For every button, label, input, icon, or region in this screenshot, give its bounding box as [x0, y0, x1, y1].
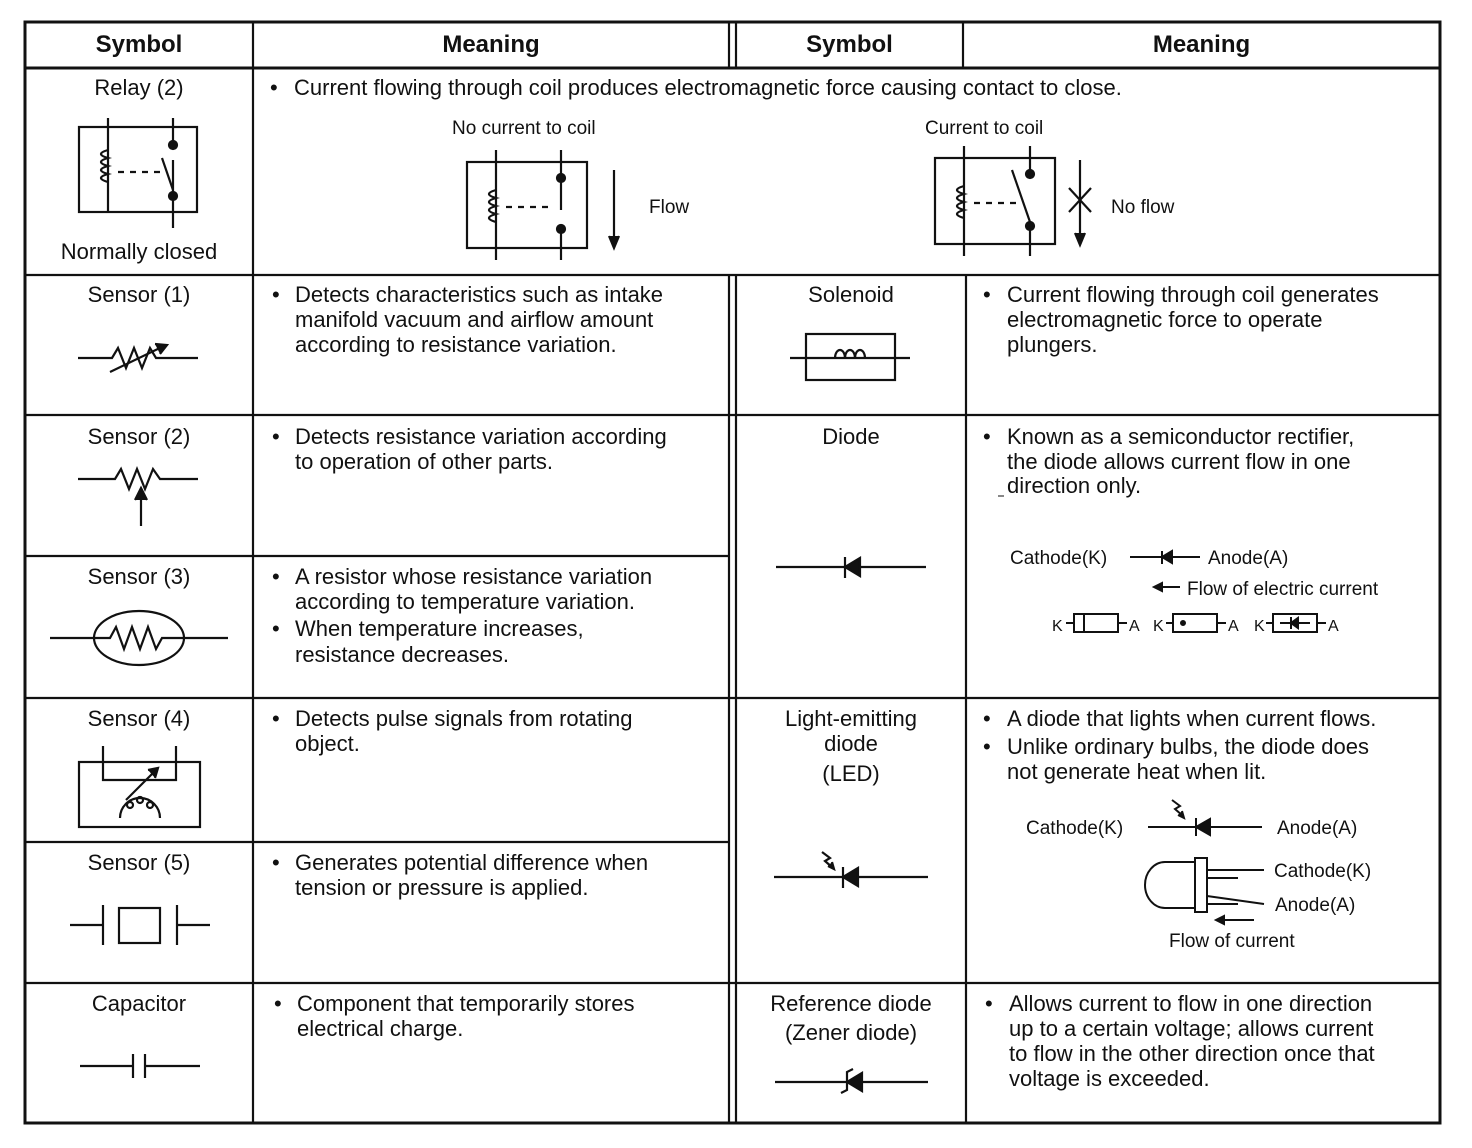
- relay-current-icon: [935, 146, 1091, 256]
- solenoid-name: Solenoid: [808, 282, 894, 307]
- sensor4-bullet: •: [272, 706, 280, 731]
- solenoid-meaning-line1: Current flowing through coil generates: [1007, 282, 1379, 307]
- led-pin-anode-label: Anode(A): [1275, 895, 1356, 916]
- sensor1-meaning-line2: manifold vacuum and airflow amount: [295, 307, 654, 332]
- led-cathode-label: Cathode(K): [1026, 818, 1124, 839]
- zener-bullet: •: [985, 991, 993, 1016]
- capacitor-name: Capacitor: [91, 991, 187, 1016]
- sensor3-bullet1: •: [272, 564, 280, 589]
- sensor1-name: Sensor (1): [87, 282, 191, 307]
- sensor2-name: Sensor (2): [87, 424, 191, 449]
- relay-symbol-icon: [79, 118, 197, 228]
- zener-diode-icon: [775, 1069, 928, 1093]
- led-pin-cathode-label: Cathode(K): [1274, 861, 1372, 882]
- diode-pkg2-k: K: [1153, 618, 1164, 635]
- relay-name: Relay (2): [94, 75, 184, 100]
- led-bullet2: •: [983, 734, 991, 759]
- relay-no-flow-label: No flow: [1111, 197, 1175, 218]
- diode-cathode-label: Cathode(K): [1010, 548, 1108, 569]
- sensor3-bullet2: •: [272, 616, 280, 641]
- relay-meaning: Current flowing through coil produces electromagnetic force causing contact to close.: [294, 75, 1122, 100]
- sensor3-meaning1-line1: A resistor whose resistance variation: [295, 564, 653, 589]
- relay-no-current-label: No current to coil: [452, 118, 596, 139]
- capacitor-meaning-line2: electrical charge.: [297, 1016, 464, 1041]
- sensor3-meaning2-line1: When temperature increases,: [295, 616, 584, 641]
- sensor4-name: Sensor (4): [87, 706, 191, 731]
- sensor4-pulse-icon: [79, 746, 200, 827]
- sensor5-piezo-icon: [70, 905, 210, 945]
- relay-bullet: •: [270, 75, 278, 100]
- diode-pkg3-a: A: [1328, 618, 1339, 635]
- sensor3-meaning2-line2: resistance decreases.: [295, 642, 509, 667]
- diode-flow-label: Flow of electric current: [1187, 579, 1379, 600]
- diode-pkg3-k: K: [1254, 618, 1265, 635]
- zener-name-line2: (Zener diode): [784, 1020, 918, 1045]
- relay-flow-label: Flow: [649, 197, 690, 218]
- sensor5-meaning-line1: Generates potential difference when: [295, 850, 649, 875]
- zener-meaning-line4: voltage is exceeded.: [1009, 1066, 1210, 1091]
- led-meaning1: A diode that lights when current flows.: [1007, 706, 1377, 731]
- solenoid-icon: [790, 334, 910, 380]
- sensor2-potentiometer-icon: [78, 469, 198, 526]
- diode-pkg2-a: A: [1228, 618, 1239, 635]
- sensor1-bullet: •: [272, 282, 280, 307]
- sensor4-meaning-line2: object.: [295, 731, 360, 756]
- diode-meaning-line2: the diode allows current flow in one: [1007, 449, 1351, 474]
- sensor5-meaning-line2: tension or pressure is applied.: [295, 875, 589, 900]
- sensor5-bullet: •: [272, 850, 280, 875]
- diode-pkg1-k: K: [1052, 618, 1063, 635]
- sensor1-variable-resistor-icon: [78, 344, 198, 372]
- header-symbol-left: Symbol: [95, 31, 183, 58]
- led-meaning2-line2: not generate heat when lit.: [1007, 759, 1267, 784]
- header-meaning-right: Meaning: [1152, 31, 1251, 58]
- sensor3-thermistor-icon: [50, 611, 228, 665]
- diode-meaning-line3: direction only.: [1007, 473, 1142, 498]
- led-name-line1: Light-emitting: [784, 706, 918, 731]
- diode-pkg1-a: A: [1129, 618, 1140, 635]
- capacitor-bullet: •: [274, 991, 282, 1016]
- solenoid-meaning-line2: electromagnetic force to operate: [1007, 307, 1323, 332]
- led-name-line2: diode: [824, 731, 878, 756]
- sensor2-meaning-line2: to operation of other parts.: [295, 449, 554, 474]
- solenoid-meaning-line3: plungers.: [1007, 332, 1098, 357]
- diode-name: Diode: [822, 424, 880, 449]
- relay-subtitle: Normally closed: [60, 239, 218, 264]
- led-flow-label: Flow of current: [1169, 931, 1295, 952]
- sensor3-name: Sensor (3): [87, 564, 191, 589]
- led-bullet1: •: [983, 706, 991, 731]
- led-anode-label: Anode(A): [1277, 818, 1358, 839]
- diode-meaning-line1: Known as a semiconductor rectifier,: [1007, 424, 1355, 449]
- led-meaning2-line1: Unlike ordinary bulbs, the diode does: [1007, 734, 1370, 759]
- led-icon: [774, 852, 928, 888]
- led-name-line3: (LED): [822, 761, 880, 786]
- diode-anode-label: Anode(A): [1208, 548, 1289, 569]
- header-meaning-left: Meaning: [442, 31, 540, 58]
- capacitor-meaning-line1: Component that temporarily stores: [297, 991, 635, 1016]
- diode-icon: [776, 557, 926, 578]
- sensor2-meaning-line1: Detects resistance variation according: [295, 424, 667, 449]
- sensor4-meaning-line1: Detects pulse signals from rotating: [295, 706, 633, 731]
- sensor3-meaning1-line2: according to temperature variation.: [295, 589, 635, 614]
- capacitor-icon: [80, 1054, 200, 1078]
- zener-name-line1: Reference diode: [770, 991, 932, 1016]
- diode-bullet: •: [983, 424, 991, 449]
- solenoid-bullet: •: [983, 282, 991, 307]
- sensor2-bullet: •: [272, 424, 280, 449]
- zener-meaning-line3: to flow in the other direction once that: [1009, 1041, 1375, 1066]
- zener-meaning-line2: up to a certain voltage; allows current: [1009, 1016, 1374, 1041]
- zener-meaning-line1: Allows current to flow in one direction: [1009, 991, 1373, 1016]
- relay-current-label: Current to coil: [925, 118, 1044, 139]
- led-legend-icon: [1145, 800, 1264, 924]
- relay-no-current-icon: [467, 150, 619, 260]
- sensor5-name: Sensor (5): [87, 850, 191, 875]
- header-symbol-right: Symbol: [806, 31, 893, 58]
- sensor1-meaning-line1: Detects characteristics such as intake: [295, 282, 664, 307]
- sensor1-meaning-line3: according to resistance variation.: [295, 332, 617, 357]
